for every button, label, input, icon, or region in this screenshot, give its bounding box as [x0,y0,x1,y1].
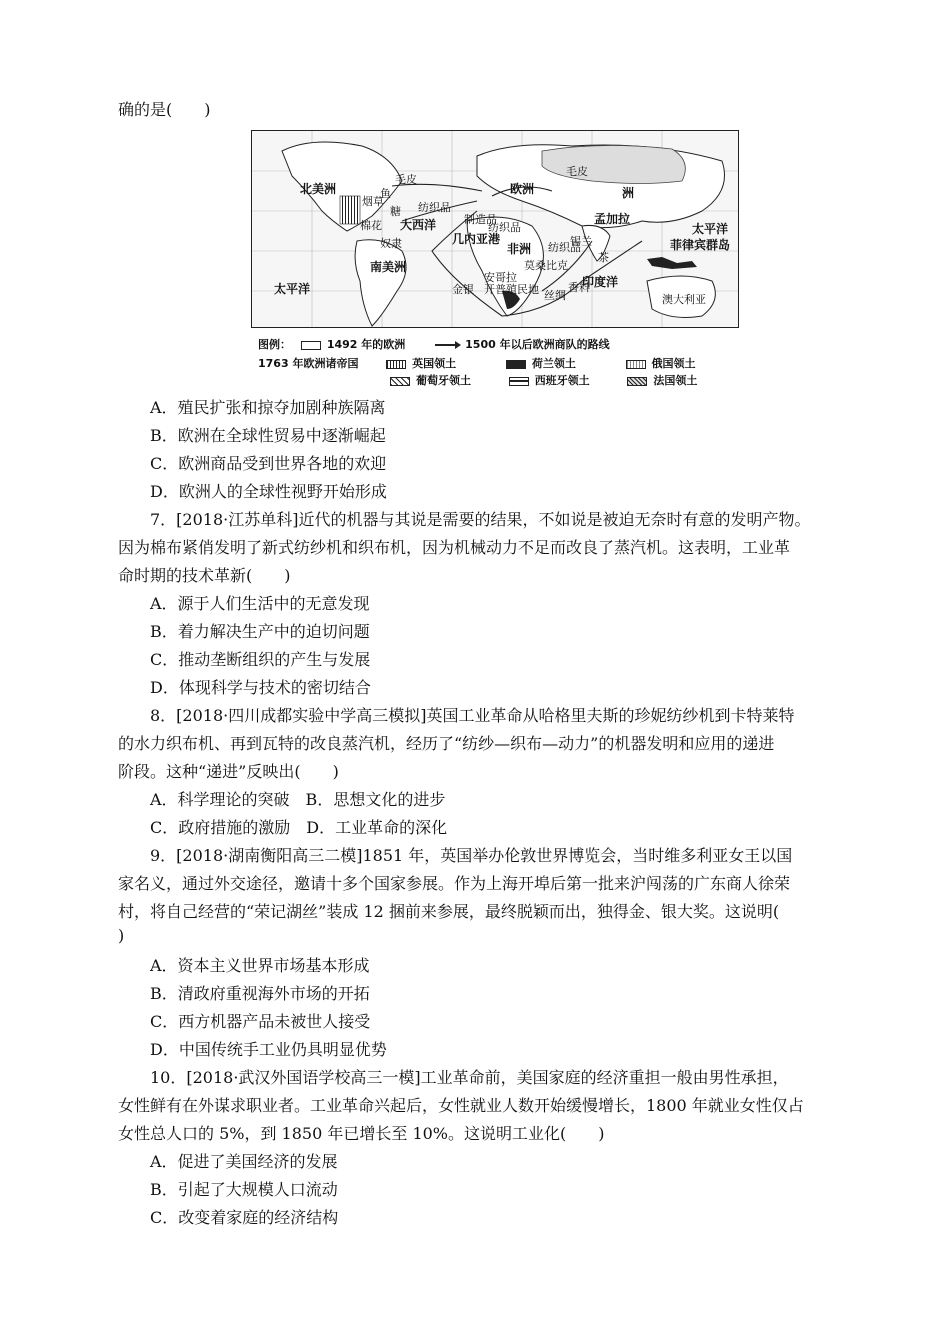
map-label-tea: 茶 [598,251,609,264]
q9-option-c[interactable]: C．西方机器产品未被世人接受 [150,1012,371,1031]
map-label-gold: 金银 [452,283,474,296]
q7-stem-line3: 命时期的技术革新( ) [118,566,291,585]
legend-nl: 荷兰领土 [531,357,576,370]
q9-stem-line2: 家名义，通过外交途径，邀请十多个国家参展。作为上海开埠后第一批来沪闯荡的广东商人徐荣 [118,874,791,893]
q9-stem-line4: ) [118,926,125,945]
map-label-ceylon: 锡兰 [570,235,592,248]
map-label-fur1: 毛皮 [395,173,417,186]
map-label-mozambique: 莫桑比克 [524,259,568,272]
q10-option-b[interactable]: B．引起了大规模人口流动 [150,1180,338,1199]
legend-es-swatch [509,377,529,386]
map-label-asia: 洲 [622,186,635,200]
map-label-pacific-left: 太平洋 [274,282,311,296]
legend-ru: 俄国领土 [651,357,696,370]
legend-uk: 英国领土 [412,357,457,370]
map-label-spices: 香料 [568,281,590,294]
legend-fr: 法国领土 [653,374,698,387]
map-label-indian-ocean: 印度洋 [582,275,619,289]
q8-options-cd[interactable]: C．政府措施的激励 D．工业革命的深化 [150,818,448,837]
q7-stem-line1: 7．[2018·江苏单科]近代的机器与其说是需要的结果，不如说是被迫无奈时有意的发明产物。 [150,510,811,529]
legend-pt-swatch [390,377,410,386]
map-label-pacific-right: 太平洋 [692,222,729,236]
trade-routes-map [251,130,739,328]
map-label-guinea: 几内亚港 [452,232,501,246]
q10-option-c[interactable]: C．改变着家庭的经济结构 [150,1208,339,1227]
map-label-manufactures: 制造品 [464,213,497,226]
q6-option-b[interactable]: B．欧洲在全球性贸易中逐渐崛起 [150,426,386,445]
q6-option-d[interactable]: D．欧洲人的全球性视野开始形成 [150,482,387,501]
q10-stem-line2: 女性鲜有在外谋求职业者。工业革命兴起后，女性就业人数开始缓慢增长，1800 年就业女性仅占 [118,1096,804,1115]
map-label-angola: 安哥拉 [484,271,517,284]
q10-stem-line1: 10．[2018·武汉外国语学校高三一模]工业革命前，美国家庭的经济重担一般由男性承担， [150,1068,789,1087]
q7-option-b[interactable]: B．着力解决生产中的迫切问题 [150,622,370,641]
map-legend-row3 [390,372,697,388]
q8-stem-line3: 阶段。这种“递进”反映出( ) [118,762,339,781]
legend-es: 西班牙领土 [534,374,590,387]
q9-option-b[interactable]: B．清政府重视海外市场的开拓 [150,984,370,1003]
map-label-australia: 澳大利亚 [662,293,706,306]
q6-option-c[interactable]: C．欧洲商品受到世界各地的欢迎 [150,454,387,473]
legend-empires: 1763 年欧洲诸帝国 [258,357,359,370]
world-map-graphic [252,131,738,327]
legend-uk-swatch [386,360,406,369]
legend-europe-swatch [301,341,321,350]
q8-options-ab[interactable]: A．科学理论的突破 B．思想文化的进步 [150,790,446,809]
q9-option-d[interactable]: D．中国传统手工业仍具明显优势 [150,1040,387,1059]
map-label-atlantic: 大西洋 [400,218,437,232]
map-legend-row1 [258,336,610,352]
map-label-fur2: 毛皮 [566,165,588,178]
map-label-fish: 鱼 [380,187,391,200]
q7-option-d[interactable]: D．体现科学与技术的密切结合 [150,678,371,697]
q9-option-a[interactable]: A．资本主义世界市场基本形成 [150,956,370,975]
legend-routes: 1500 年以后欧洲商队的路线 [465,338,610,351]
q7-stem-line2: 因为棉布紧俏发明了新式纺纱机和织布机，因为机械动力不足而改良了蒸汽机。这表明，工业革 [118,538,791,557]
map-label-silk: 丝绸 [544,289,566,302]
map-label-textiles3: 纺织品 [488,221,521,234]
legend-fr-swatch [627,377,647,386]
map-label-cape: 开普殖民地 [484,283,539,296]
map-label-textiles: 纺织品 [418,201,451,214]
q6-option-a[interactable]: A．殖民扩张和掠夺加剧种族隔离 [150,398,386,417]
legend-ru-swatch [626,360,646,369]
map-label-slaves: 奴隶 [380,237,402,250]
route-arrow-icon [435,344,459,346]
map-label-tobacco: 烟草 [362,195,384,208]
q6-stem-tail: 确的是( ) [118,100,211,119]
legend-pt: 葡萄牙领土 [416,374,471,387]
q8-stem-line1: 8．[2018·四川成都实验中学高三模拟]英国工业革命从哈格里夫斯的珍妮纺纱机到卡特莱特 [150,706,795,725]
map-label-south-america: 南美洲 [370,260,407,274]
legend-europe-1492: 1492 年的欧洲 [326,338,406,351]
q8-stem-line2: 的水力织布机、再到瓦特的改良蒸汽机，经历了“纺纱—织布—动力”的机器发明和应用的递进 [118,734,775,753]
legend-title: 图例： [258,338,291,351]
map-label-north-america: 北美洲 [300,182,337,196]
q10-stem-line3: 女性总人口的 5%，到 1850 年已增长至 10%。这说明工业化( ) [118,1124,605,1143]
q10-option-a[interactable]: A．促进了美国经济的发展 [150,1152,338,1171]
q9-stem-line3: 村，将自己经营的“荣记湖丝”装成 12 捆前来参展，最终脱颖而出，独得金、银大奖。这说明( [118,902,780,921]
map-legend-row2 [258,355,696,371]
q7-option-c[interactable]: C．推动垄断组织的产生与发展 [150,650,371,669]
map-label-cotton: 棉花 [360,219,382,232]
map-label-sugar: 糖 [390,205,401,218]
map-label-bengal: 孟加拉 [594,212,631,226]
map-label-europe: 欧洲 [510,182,535,196]
q7-option-a[interactable]: A．源于人们生活中的无意发现 [150,594,370,613]
map-label-philippines: 菲律宾群岛 [670,238,731,252]
q9-stem-line1: 9．[2018·湖南衡阳高三二模]1851 年，英国举办伦敦世界博览会，当时维多利亚女王以国 [150,846,793,865]
map-label-africa: 非洲 [507,242,532,256]
map-label-textiles2: 纺织品 [548,241,581,254]
legend-nl-swatch [506,360,526,369]
